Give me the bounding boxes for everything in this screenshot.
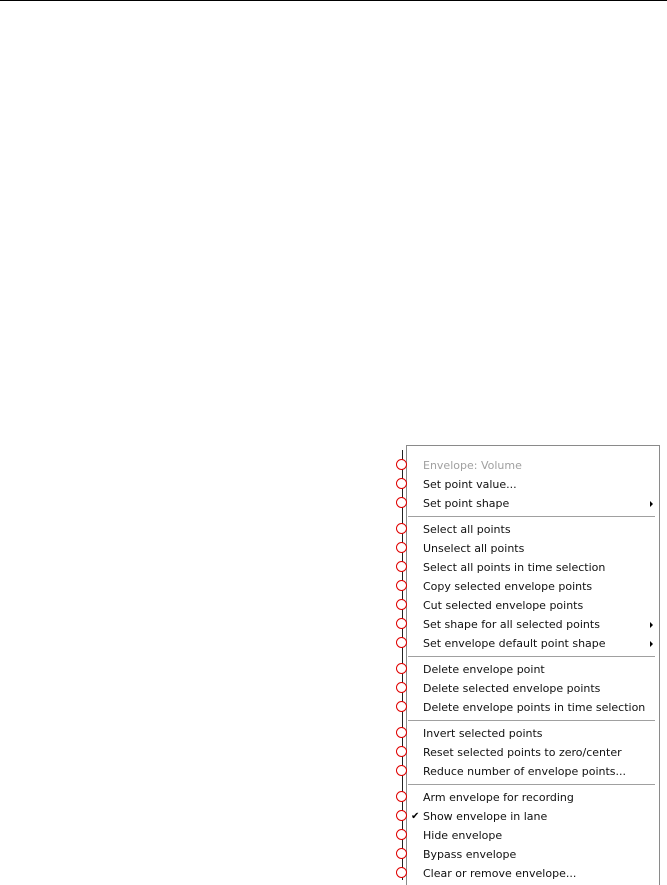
envelope-point-icon[interactable] <box>396 727 407 738</box>
menu-item-label: Reset selected points to zero/center <box>423 746 622 759</box>
menu-item-invert-selected-points[interactable] <box>407 724 659 743</box>
menu-separator <box>408 720 655 721</box>
menu-item-label: Select all points <box>423 523 511 536</box>
menu-separator <box>408 516 655 517</box>
menu-item-delete-envelope-point[interactable] <box>407 660 659 679</box>
menu-item-reset-selected-points-to-zero-center[interactable] <box>407 743 659 762</box>
menu-item-hide-envelope[interactable] <box>407 826 659 845</box>
envelope-point-icon[interactable] <box>396 682 407 693</box>
menu-item-label: Invert selected points <box>423 727 543 740</box>
envelope-point-icon[interactable] <box>396 701 407 712</box>
menu-item-label: Show envelope in lane <box>423 810 548 823</box>
menu-header-label: Envelope: Volume <box>423 459 522 472</box>
envelope-point-icon[interactable] <box>396 523 407 534</box>
menu-item-label: Hide envelope <box>423 829 503 842</box>
envelope-point-icon[interactable] <box>396 542 407 553</box>
menu-item-select-all-points-in-time-selection[interactable] <box>407 558 659 577</box>
checkmark-icon: ✔ <box>411 811 420 822</box>
envelope-point-icon[interactable] <box>396 637 407 648</box>
envelope-point-icon[interactable] <box>396 663 407 674</box>
envelope-point-icon[interactable] <box>396 599 407 610</box>
envelope-point-icon[interactable] <box>396 459 407 470</box>
menu-item-cut-selected-envelope-points[interactable] <box>407 596 659 615</box>
menu-item-label: Set point value... <box>423 478 517 491</box>
menu-item-set-point-shape[interactable] <box>407 494 659 513</box>
menu-item-label: Unselect all points <box>423 542 525 555</box>
envelope-context-menu <box>406 445 660 885</box>
submenu-arrow-icon <box>650 622 653 628</box>
menu-item-label: Delete selected envelope points <box>423 682 601 695</box>
menu-item-bypass-envelope[interactable] <box>407 845 659 864</box>
menu-item-set-shape-for-all-selected-points[interactable] <box>407 615 659 634</box>
envelope-point-icon[interactable] <box>396 810 407 821</box>
menu-item-set-point-value[interactable] <box>407 475 659 494</box>
menu-item-label: Delete envelope point <box>423 663 545 676</box>
envelope-point-icon[interactable] <box>396 746 407 757</box>
menu-item-unselect-all-points[interactable] <box>407 539 659 558</box>
menu-separator <box>408 656 655 657</box>
top-divider <box>0 0 667 1</box>
menu-item-label: Reduce number of envelope points... <box>423 765 627 778</box>
menu-item-label: Set shape for all selected points <box>423 618 600 631</box>
menu-item-label: Clear or remove envelope... <box>423 867 577 880</box>
menu-item-clear-or-remove-envelope[interactable] <box>407 864 659 883</box>
submenu-arrow-icon <box>650 641 653 647</box>
menu-item-select-all-points[interactable] <box>407 520 659 539</box>
menu-item-label: Copy selected envelope points <box>423 580 593 593</box>
menu-item-label: Bypass envelope <box>423 848 517 861</box>
menu-item-reduce-number-of-envelope-points[interactable] <box>407 762 659 781</box>
envelope-point-icon[interactable] <box>396 478 407 489</box>
menu-item-label: Set point shape <box>423 497 510 510</box>
submenu-arrow-icon <box>650 501 653 507</box>
menu-item-label: Delete envelope points in time selection <box>423 701 646 714</box>
menu-item-label: Select all points in time selection <box>423 561 606 574</box>
envelope-point-icon[interactable] <box>396 867 407 878</box>
menu-header <box>407 456 659 475</box>
envelope-point-icon[interactable] <box>396 561 407 572</box>
envelope-point-icon[interactable] <box>396 580 407 591</box>
envelope-point-icon[interactable] <box>396 848 407 859</box>
menu-item-delete-envelope-points-in-time-selection[interactable] <box>407 698 659 717</box>
menu-item-label: Cut selected envelope points <box>423 599 584 612</box>
envelope-point-icon[interactable] <box>396 497 407 508</box>
envelope-point-icon[interactable] <box>396 765 407 776</box>
menu-item-set-envelope-default-point-shape[interactable] <box>407 634 659 653</box>
menu-item-label: Set envelope default point shape <box>423 637 606 650</box>
menu-item-label: Arm envelope for recording <box>423 791 574 804</box>
menu-item-delete-selected-envelope-points[interactable] <box>407 679 659 698</box>
menu-item-arm-envelope-for-recording[interactable] <box>407 788 659 807</box>
menu-separator <box>408 784 655 785</box>
envelope-point-icon[interactable] <box>396 791 407 802</box>
menu-item-show-envelope-in-lane[interactable] <box>407 807 659 826</box>
envelope-point-icon[interactable] <box>396 829 407 840</box>
envelope-point-icon[interactable] <box>396 618 407 629</box>
menu-item-copy-selected-envelope-points[interactable] <box>407 577 659 596</box>
